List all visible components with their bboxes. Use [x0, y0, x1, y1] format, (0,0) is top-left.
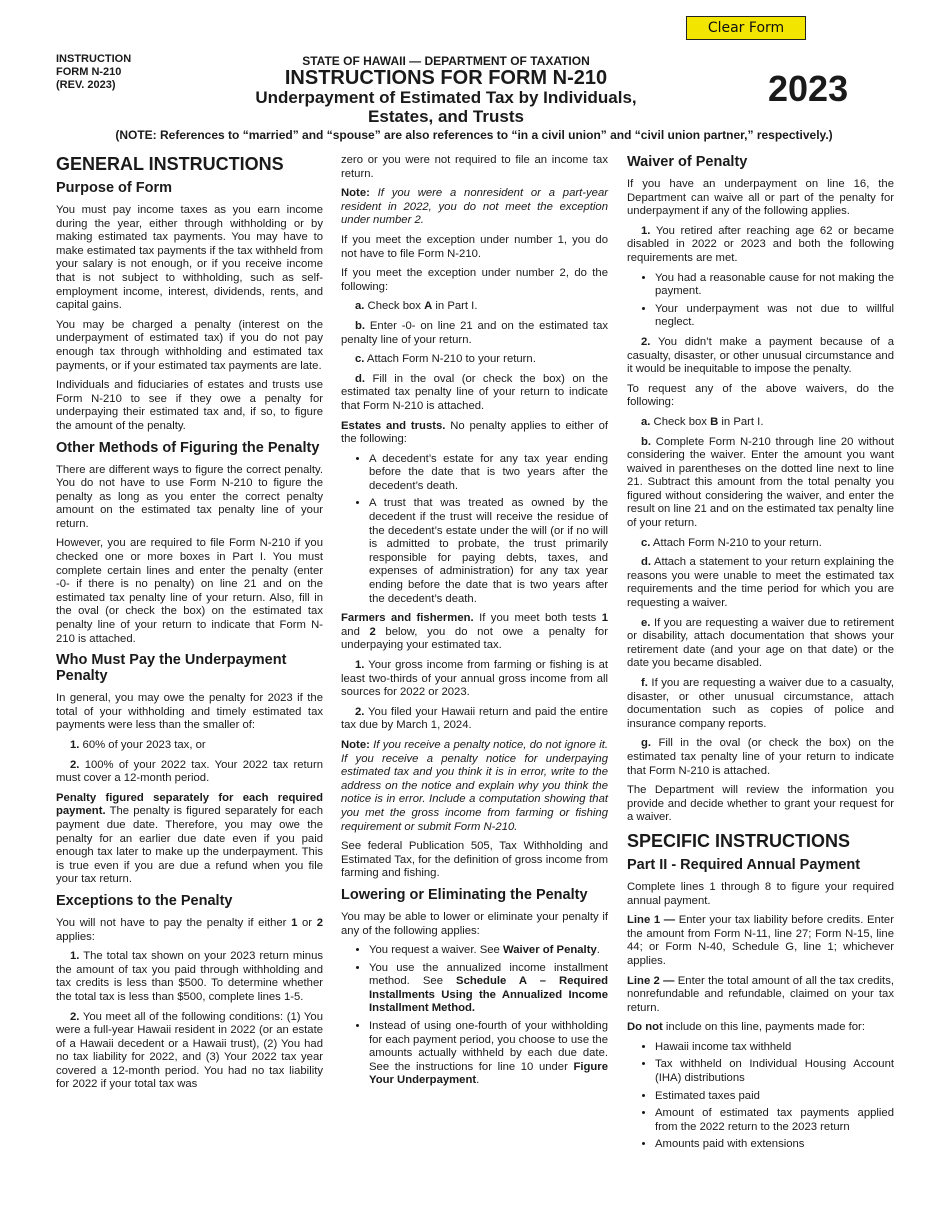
column-1: [56, 154, 323, 1098]
farm-test-2: [341, 706, 608, 733]
tax-year: 2023: [768, 68, 849, 109]
list-item: [369, 944, 608, 958]
lowering-list: [341, 944, 608, 1088]
list-item: [369, 1020, 608, 1088]
specific-instructions-heading: SPECIFIC INSTRUCTIONS: [627, 830, 851, 851]
text-run: Waiver of Penalty: [502, 944, 597, 957]
item-number: 2.: [355, 705, 365, 718]
item-text: You meet all of the following conditions: (1) You were a full-year Hawaii resident in 2022 (or an estate of a Hawaii decedent or a Hawaii trust), (2) You had no tax liability for 2022, and (3) Your 2022 tax year covered a 12-month period. You had no tax liability for 2022 if your total tax was: [56, 1010, 323, 1091]
other-methods-heading: Other Methods of Figuring the Penalty: [56, 439, 320, 456]
item-number: 2.: [70, 758, 80, 771]
step-text: Attach Form N-210 to your return.: [364, 353, 536, 366]
continued-text: zero or you were not required to file an income tax return.: [341, 154, 608, 180]
item-number: 1.: [641, 224, 651, 237]
lowering-penalty-paragraph: You may be able to lower or eliminate your penalty if any of the following applies:: [341, 910, 608, 937]
step-c: [341, 353, 608, 367]
subtitle-line1: Underpayment of Estimated Tax by Individuals,: [255, 88, 637, 107]
step-letter: d.: [641, 556, 652, 569]
waiver-step-d: [627, 556, 894, 610]
text-run: Instead of using one-fourth of your withholding for each payment period, you choose to use the amounts actually withheld by each due date. See the instructions for line 10 under: [369, 1020, 608, 1073]
item-number: 1.: [70, 739, 80, 751]
separate-penalty-paragraph: [56, 792, 323, 887]
other-methods-paragraph-1: There are different ways to figure the correct penalty. You do not have to use Form N-210 to figure the penalty as long as you enter the correct penalty amount on the estimated tax penalty line of your return.: [56, 463, 323, 530]
clear-form-button[interactable]: Clear Form: [686, 16, 806, 40]
waiver-step-g: [627, 737, 894, 778]
who-must-pay-heading: Who Must Pay the Underpayment Penalty: [56, 652, 287, 685]
step-letter: c.: [355, 353, 365, 366]
exception-item-1: [56, 950, 323, 1004]
form-id-line2: FORM N-210: [56, 66, 122, 78]
waiver-item-2: [627, 336, 894, 377]
who-must-pay-paragraph: In general, you may owe the penalty for 2023 if the total of your withholding and timely estimated tax payments were less than the smaller of:: [56, 692, 323, 732]
list-item: • Amount of estimated tax payments applied from the 2022 return to the 2023 return: [655, 1107, 894, 1134]
excluded-payments-list: [627, 1041, 894, 1152]
text-run: Check box: [364, 300, 425, 313]
step-text: Fill in the oval (or check the box) on the estimated tax penalty line of your return to indicate that Form N-210 is attached.: [341, 372, 608, 412]
step-letter: e.: [641, 616, 651, 629]
exception-2-paragraph: If you meet the exception under number 2, do the following:: [341, 267, 608, 293]
text-run: 2: [316, 916, 324, 929]
column-3: [627, 154, 894, 1158]
text-run: You will not have to pay the penalty if either: [56, 916, 292, 929]
item-number: 2.: [70, 1010, 80, 1023]
estates-trusts-paragraph: [341, 420, 608, 447]
line-label: Line 2 —: [627, 974, 675, 987]
part-2-paragraph: Complete lines 1 through 8 to figure your required annual payment.: [627, 880, 894, 907]
step-text: Complete Form N-210 through line 20 without considering the waiver. Enter the amount you want waived in parentheses on the dotted line next to line 21. Subtract this amount from the total penalty you figured without considering the waiver, and enter the result on line 21 and on the estimated tax penalty line of your return.: [627, 435, 894, 530]
item-text: You filed your Hawaii return and paid the entire tax due by March 1, 2024.: [341, 705, 608, 732]
waiver-step-c: [627, 537, 894, 551]
waiver-step-a: [627, 416, 894, 430]
text-run: .: [476, 1074, 480, 1087]
note-label: Note:: [341, 738, 370, 751]
note-text: If you were a nonresident or a part-year resident in 2022, you do not meet the exception under number 2.: [341, 187, 608, 227]
exceptions-heading: Exceptions to the Penalty: [56, 892, 233, 909]
item-number: 1.: [355, 659, 365, 671]
general-instructions-heading: GENERAL INSTRUCTIONS: [56, 154, 284, 174]
list-item: • Hawaii income tax withheld: [655, 1041, 894, 1055]
text-run: B: [710, 415, 719, 428]
text-run: in Part I.: [432, 300, 478, 313]
other-methods-paragraph-2: However, you are required to file Form N-210 if you checked one or more boxes in Part I. You must complete certain lines and enter the penalty (enter -0- if there is no penalty) on line 21 and on the estimated tax penalty line of your return. Also, fill in the oval (or check the box) on the estimated tax penalty line of your return to indicate that Form N-210 is attached.: [56, 537, 323, 645]
document-header: [140, 54, 752, 126]
run-in-heading: Estates and trusts.: [341, 419, 446, 432]
step-text: Attach a statement to your return explaining the reasons you were unable to meet the estimated tax requirements and the time period for which you are requesting a waiver.: [627, 556, 894, 610]
nonresident-note: [341, 187, 608, 228]
step-a: [341, 300, 608, 314]
exception-1-paragraph: If you meet the exception under number 1, you do not have to file Form N-210.: [341, 233, 608, 260]
text-run: or: [297, 916, 317, 929]
list-item: • Your underpayment was not due to willful neglect.: [655, 303, 894, 330]
waiver-heading: Waiver of Penalty: [627, 154, 748, 170]
column-2: [341, 154, 608, 1094]
step-letter: a.: [641, 415, 651, 428]
text-run: Figure Your Underpayment: [369, 1060, 608, 1087]
step-text: Enter -0- on line 21 and on the estimated tax penalty line of your return.: [341, 319, 608, 346]
waiver-review-paragraph: The Department will review the information you provide and decide whether to grant your request for a waiver.: [627, 784, 894, 824]
line-2-instruction: [627, 975, 894, 1016]
step-b: [341, 320, 608, 347]
list-item: • You had a reasonable cause for not making the payment.: [655, 272, 894, 299]
part-2-heading: Part II - Required Annual Payment: [627, 856, 861, 873]
text-run: Check box: [650, 415, 711, 428]
line-label: Line 1 —: [627, 914, 676, 927]
farmers-paragraph: [341, 612, 608, 653]
text-run: 1: [291, 916, 298, 929]
text-run: Do not: [627, 1021, 663, 1034]
waiver-paragraph: If you have an underpayment on line 16, the Department can waive all or part of the penalty for underpayment if any of the following applies.: [627, 178, 894, 218]
text-run: in Part I.: [718, 415, 764, 428]
item-text: The total tax shown on your 2023 return minus the amount of tax you paid through withholding and tax credits is less than $500. To determine whether the total tax is less than $500, complete lines 1-5.: [56, 950, 323, 1003]
text-run: and: [341, 625, 370, 638]
step-letter: f.: [641, 677, 648, 689]
purpose-paragraph-3: Individuals and fiduciaries of estates and trusts use Form N-210 to see if they owe a penalty for underpaying their estimated tax and, if so, to figure the amount of the penalty.: [56, 379, 323, 432]
text-run: You use the annualized income installment method. See: [369, 961, 608, 988]
do-not-include-paragraph: [627, 1021, 894, 1035]
civil-union-note: (NOTE: References to “married” and “spouse” are also references to “in a civil union” and “civil union partner,” respectively.): [115, 128, 833, 142]
waiver-requirements-list: [627, 272, 894, 330]
farm-test-1: [341, 659, 608, 700]
item-text: 60% of your 2023 tax, or: [79, 739, 206, 751]
waiver-step-f: [627, 677, 894, 731]
exception-item-2: [56, 1011, 323, 1093]
purpose-heading: Purpose of Form: [56, 180, 173, 196]
item-text: Your gross income from farming or fishing is at least two-thirds of your annual gross income from all sources for 2022 or 2023.: [341, 659, 608, 699]
list-item: [369, 962, 608, 1016]
item-text: 100% of your 2022 tax. Your 2022 tax return must cover a 12-month period.: [56, 758, 323, 785]
list-item: • Amounts paid with extensions: [655, 1138, 894, 1152]
who-item-1: [56, 739, 323, 753]
step-letter: c.: [641, 536, 651, 549]
subtitle-line2: Estates, and Trusts: [368, 107, 524, 126]
waiver-item-1: [627, 225, 894, 266]
run-in-heading: Penalty figured separately for each required payment.: [56, 791, 323, 818]
run-in-heading: Farmers and fishermen.: [341, 612, 474, 625]
step-letter: g.: [641, 737, 652, 750]
text-run: A: [424, 300, 433, 313]
line-text: Enter the total amount of all the tax credits, nonrefundable and refundable, claimed on your tax return.: [627, 974, 894, 1014]
who-item-2: [56, 759, 323, 786]
purpose-paragraph-1: You must pay income taxes as you earn income during the year, either through withholding or by making estimated tax payments. You may have to make estimated tax payments if the tax withheld from your salary is not enough, or if you receive income that is not subject to withholding, such as self-employment income, interest, dividends, rents, and capital gains.: [56, 204, 323, 312]
note-text: If you receive a penalty notice, do not ignore it. If you receive a penalty notice for underpaying estimated tax and you think it is in error, write to the address on the notice and explain why you think the notice is in error. Include a computation showing that you met the gross income from farming or fishing requirement or submit Form N-210.: [341, 738, 608, 833]
form-id-line1: INSTRUCTION: [56, 53, 132, 65]
step-letter: b.: [641, 435, 652, 448]
item-number: 1.: [70, 950, 80, 963]
text-run: .: [596, 944, 600, 957]
list-item: • A decedent’s estate for any tax year ending before the date that is two years after the decedent’s death.: [369, 453, 608, 494]
exceptions-intro: [56, 917, 323, 944]
text-run: below, you do not owe a penalty for underpaying your estimated tax.: [341, 625, 608, 652]
penalty-notice-note: [341, 739, 608, 834]
item-text: You didn’t make a payment because of a casualty, disaster, or other unusual circumstance and it would be inequitable to impose the penalty.: [627, 335, 894, 376]
list-item: • Estimated taxes paid: [655, 1090, 894, 1104]
text-run: You request a waiver. See: [369, 944, 503, 957]
text-run: include on this line, payments made for:: [662, 1021, 865, 1034]
form-identifier: [56, 53, 131, 92]
text-run: If you meet both tests: [473, 612, 602, 625]
estates-list: [341, 453, 608, 607]
step-d: [341, 373, 608, 414]
text-run: applies:: [56, 930, 95, 943]
step-letter: b.: [355, 319, 366, 332]
item-text: You retired after reaching age 62 or became disabled in 2022 or 2023 and both the following requirements are met.: [627, 224, 894, 264]
form-id-line3: (REV. 2023): [56, 79, 116, 91]
step-text: Attach Form N-210 to your return.: [650, 536, 822, 549]
line-text: Enter your tax liability before credits. Enter the amount from Form N-11, line 27; Form N-15, line 44; or Form N-40, Schedule G, line 1; whichever applies.: [627, 914, 894, 967]
waiver-request-paragraph: To request any of the above waivers, do the following:: [627, 382, 894, 409]
paragraph-text: No penalty applies to either of the following:: [341, 419, 608, 446]
step-text: If you are requesting a waiver due to a casualty, disaster, or other unusual circumstance, attach documentation such as copies of police and insurance company reports.: [627, 677, 894, 730]
lowering-penalty-heading: Lowering or Eliminating the Penalty: [341, 886, 588, 903]
line-1-instruction: [627, 914, 894, 968]
list-item: • Tax withheld on Individual Housing Account (IHA) distributions: [655, 1058, 894, 1085]
step-text: Fill in the oval (or check the box) on the estimated tax penalty line of your return to indicate that Form N-210 is attached.: [627, 737, 894, 777]
note-label: Note:: [341, 187, 370, 200]
purpose-paragraph-2: You may be charged a penalty (interest on the underpayment of estimated tax) if you do not pay enough tax through withholding and estimated tax payments, or if your estimated tax payments are late.: [56, 318, 323, 372]
department-name: STATE OF HAWAII — DEPARTMENT OF TAXATION: [302, 54, 590, 68]
step-text: If you are requesting a waiver due to retirement or disability, attach documentation that shows your retirement date (and your age on that date) or the date you became disabled.: [627, 616, 894, 670]
publication-paragraph: See federal Publication 505, Tax Withholding and Estimated Tax, for the definition of gross income from farming and fishing.: [341, 840, 608, 880]
paragraph-text: The penalty is figured separately for each payment due date. Therefore, you may owe the penalty for an earlier due date even if you paid enough tax later to make up the underpayment. This is true even if you are due a refund when you file your tax return.: [56, 805, 323, 886]
list-item: • A trust that was treated as owned by the decedent if the trust will receive the residue of the decedent’s estate under the will (or if no will is admitted to probate, the trust primarily responsible for paying debts, taxes, and expenses of administration) for any tax year ending before the date that is two years after the decedent’s death.: [369, 497, 608, 606]
step-letter: d.: [355, 372, 366, 385]
step-letter: a.: [355, 300, 365, 313]
item-number: 2.: [641, 335, 651, 348]
waiver-step-b: [627, 436, 894, 531]
text-run: 2: [369, 625, 376, 638]
page-title: INSTRUCTIONS FOR FORM N-210: [284, 67, 608, 89]
waiver-step-e: [627, 617, 894, 671]
text-run: Schedule A – Required Installments Using the Annualized Income Installment Method.: [369, 975, 609, 1015]
text-run: 1: [601, 612, 608, 625]
